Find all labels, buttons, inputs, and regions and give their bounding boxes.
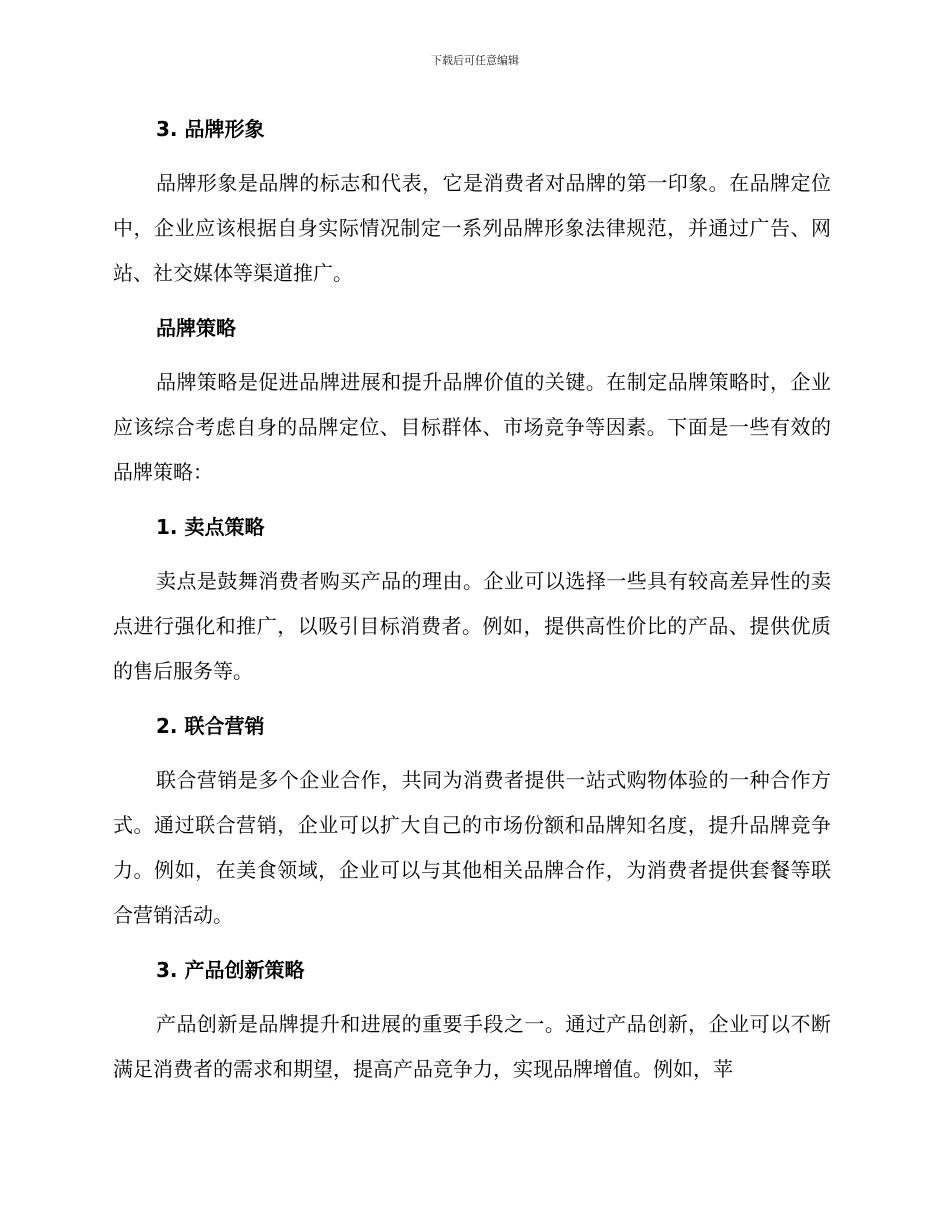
section-heading: 品牌策略 (156, 316, 236, 340)
document-body (113, 111, 831, 1106)
section-paragraph: 联合营销是多个企业合作，共同为消费者提供一站式购物体验的一种合作方式。通过联合营销，企业可以扩大自己的市场份额和品牌知名度，提升品牌竞争力。例如，在美食领域，企业可以与其他相关品牌合作，为消费者提供套餐等联合营销活动。 (113, 768, 831, 927)
section-paragraph: 品牌策略是促进品牌进展和提升品牌价值的关键。在制定品牌策略时，企业应该综合考虑自身的品牌定位、目标群体、市场竞争等因素。下面是一些有效的品牌策略： (113, 370, 831, 484)
section-paragraph: 产品创新是品牌提升和进展的重要手段之一。通过产品创新，企业可以不断满足消费者的需求和期望，提高产品竞争力，实现品牌增值。例如，苹 (113, 1012, 831, 1081)
section-paragraph: 品牌形象是品牌的标志和代表，它是消费者对品牌的第一印象。在品牌定位中，企业应该根据自身实际情况制定一系列品牌形象法律规范，并通过广告、网站、社交媒体等渠道推广。 (113, 171, 831, 285)
section-heading: 1. 卖点策略 (156, 515, 265, 539)
section-heading: 2. 联合营销 (156, 714, 265, 738)
section-heading: 3. 产品创新策略 (156, 958, 305, 982)
page-header: 下载后可任意编辑 (431, 54, 519, 67)
section-paragraph: 卖点是鼓舞消费者购买产品的理由。企业可以选择一些具有较高差异性的卖点进行强化和推广，以吸引目标消费者。例如，提供高性价比的产品、提供优质的售后服务等。 (113, 569, 831, 683)
section-heading: 3. 品牌形象 (156, 117, 265, 141)
